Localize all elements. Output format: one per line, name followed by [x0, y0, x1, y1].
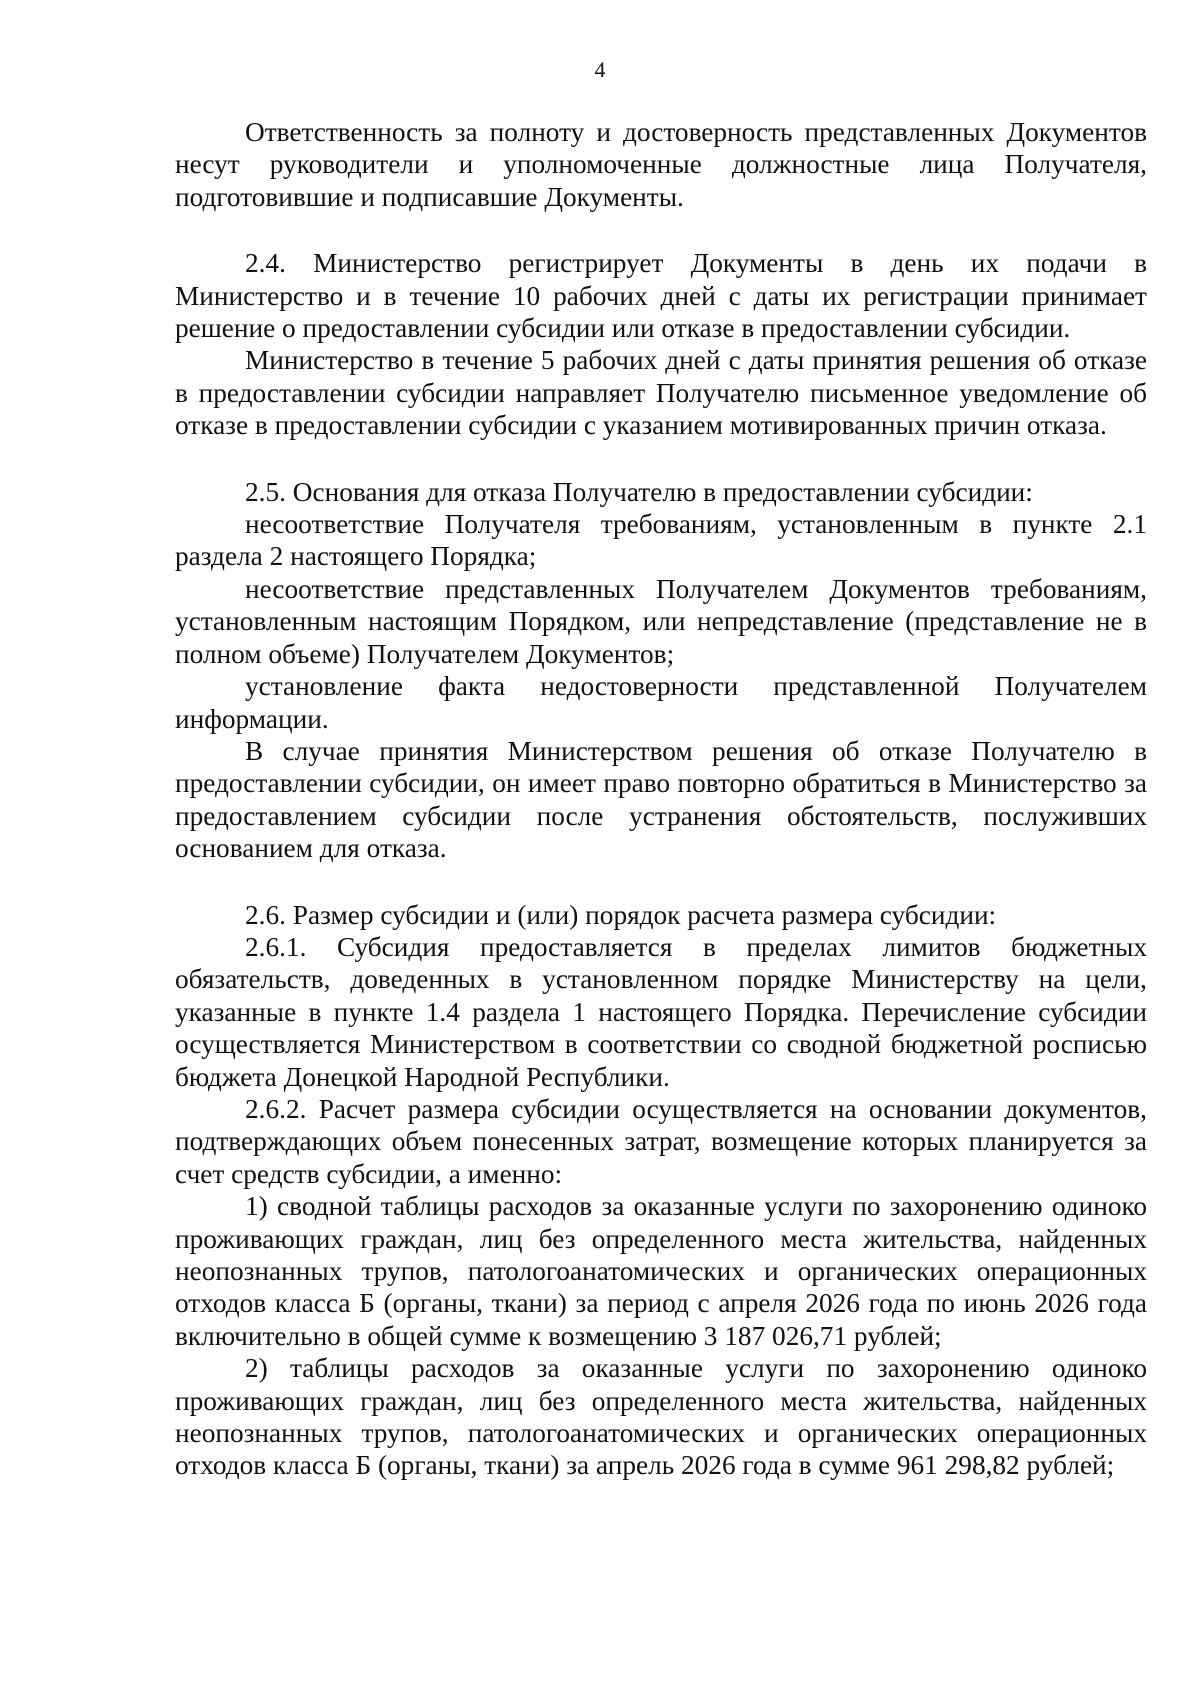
paragraph-2-5: 2.5. Основания для отказа Получателю в предоставлении субсидии: [245, 476, 1033, 507]
page-number: 4 [594, 57, 606, 82]
paragraph-reapply: В случае принятия Министерством решения об отказе Получателю в предоставлении субсидии, он имеет право повторно обратиться в Министерство за предоставлением субсидии после устранения обстоятельств, послуживших основанием для отказа. [175, 735, 1147, 864]
paragraph-refusal-ground-1: несоответствие Получателя требованиям, установленным в пункте 2.1 раздела 2 настоящего Порядка; [175, 509, 1147, 572]
paragraph-refusal-notice: Министерство в течение 5 рабочих дней с даты принятия решения об отказе в предоставлении субсидии направляет Получателю письменное уведомление об отказе в предоставлении субсидии с указанием мотивированных причин отказа. [175, 345, 1147, 441]
paragraph-responsibility: Ответственность за полноту и достоверность представленных Документов несут руководители и уполномоченные должностные лица Получателя, подготовившие и подписавшие Документы. [175, 117, 1147, 212]
paragraph-2-6: 2.6. Размер субсидии и (или) порядок расчета размера субсидии: [245, 899, 997, 930]
document-body [175, 116, 1147, 1482]
paragraph-refusal-ground-3: установление факта недостоверности представленной Получателем информации. [175, 671, 1147, 734]
paragraph-refusal-ground-2: несоответствие представленных Получателем Документов требованиям, установленным настоящим Порядком, или непредставление (представление не в полном объеме) Получателем Документов; [175, 573, 1147, 669]
list-item-1: 1) сводной таблицы расходов за оказанные услуги по захоронению одиноко проживающих граждан, лиц без определенного места жительства, найденных неопознанных трупов, патологоанатомических и органических операционных отходов класса Б (органы, ткани) за период с апреля 2026 года по июнь 2026 года включительно в общей сумме к возмещению 3 187 026,71 рублей; [175, 1191, 1147, 1351]
paragraph-2-4: 2.4. Министерство регистрирует Документы в день их подачи в Министерство и в течение 10 рабочих дней с даты их регистрации принимает решение о предоставлении субсидии или отказе в предоставлении субсидии. [175, 248, 1147, 344]
paragraph-2-6-1: 2.6.1. Субсидия предоставляется в пределах лимитов бюджетных обязательств, доведенных в установленном порядке Министерству на цели, указанные в пункте 1.4 раздела 1 настоящего Порядка. Перечисление субсидии осуществляется Министерством в соответствии со сводной бюджетной росписью бюджета Донецкой Народной Республики. [175, 931, 1147, 1092]
list-item-2: 2) таблицы расходов за оказанные услуги по захоронению одиноко проживающих граждан, лиц без определенного места жительства, найденных неопознанных трупов, патологоанатомических и органических операционных отходов класса Б (органы, ткани) за апрель 2026 года в сумме 961 298,82 рублей; [175, 1353, 1147, 1481]
paragraph-2-6-2: 2.6.2. Расчет размера субсидии осуществляется на основании документов, подтверждающих объем понесенных затрат, возмещение которых планируется за счет средств субсидии, а именно: [175, 1093, 1147, 1189]
